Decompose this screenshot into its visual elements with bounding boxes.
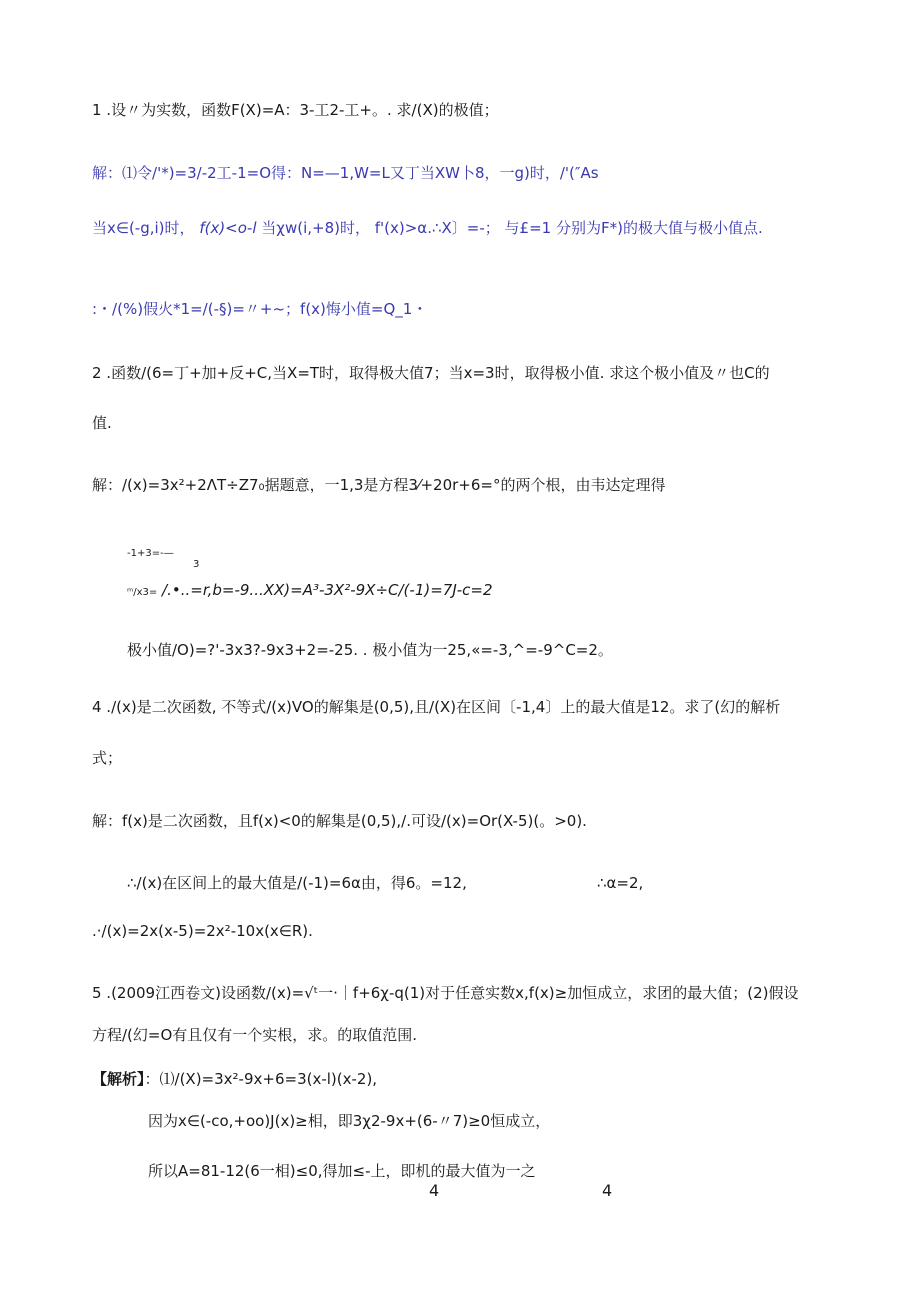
q5-solution-line2: 因为x∈(-co,+oo)J(x)≥相，即3χ2-9x+(6-〃7)≥0恒成立， [148, 1112, 551, 1130]
q4-solution-line2a: ∴/(x)在区间上的最大值是/(-1)=6α由，得6。=12, [127, 874, 467, 892]
q5-solution-line3: 所以A=81-12(6一相)≤0,得加≤-上，即机的最大值为一之 [148, 1162, 536, 1180]
q2-fraction-top: -1+3=-— [127, 548, 174, 559]
q1-solution-line3: :・/(%)假火*1=/(-§)=〃+~；f(x)悔小值=Q_1・ [92, 300, 428, 318]
q1-sol2-d: f'(x)>α.∴X〕=-； [374, 219, 500, 237]
q2-solution-line3: 极小值/O)=?'-3x3?-9x3+2=-25. . 极小值为一25,«=-3,^=-9^C=2。 [127, 641, 613, 659]
q2-question-b: 值. [92, 414, 112, 432]
q1-sol-prefix: 解： [92, 164, 123, 182]
q2-solution-line1: 解：/(x)=3x²+2ΛT÷Z7₀据题意，一1,3是方程3⁄+20r+6=°的两个根，由韦达定理得 [92, 476, 666, 494]
q5-sol1-text: ：⑴/(X)=3x²-9x+6=3(x-l)(x-2), [144, 1070, 378, 1088]
q4-question-b: 式； [92, 749, 123, 767]
q4-solution-line1: 解：f(x)是二次函数，且f(x)<0的解集是(0,5),/.可设/(x)=Or(X-5)(。>0). [92, 812, 587, 830]
q5-fraction-denominator-left: 4 [429, 1181, 440, 1200]
q4-solution-line2b: ∴α=2, [597, 874, 644, 892]
q2-fraction-left: ᵐ/x3= [127, 587, 158, 598]
q2-fraction-three: 3 [193, 559, 200, 570]
q5-solution-line1 [92, 1069, 377, 1089]
q2-fraction-line [127, 580, 493, 600]
q1-sol2-b: f(x)<o-l [199, 219, 257, 237]
q1-sol-text: ⑴令/'*)=3/-2工-1=O得：N=—1,W=L又丁当XW卜8，一g)时，/'(″As [122, 164, 599, 182]
q4-question-a: 4 ./(x)是二次函数, 不等式/(x)VO的解集是(0,5),且/(X)在区间〔-1,4〕上的最大值是12。求了(幻的解析 [92, 698, 781, 716]
q5-question-b: 方程/(幻=O有且仅有一个实根，求。的取值范围. [92, 1026, 418, 1044]
q1-question: 1 .设〃为实数，函数F(X)=A：3-工2-工+。. 求/(X)的极值； [92, 101, 499, 119]
q1-solution-line2 [92, 218, 763, 238]
q4-solution-line3: .·/(x)=2x(x-5)=2x²-10x(x∈R). [92, 922, 313, 940]
q1-sol2-e: 与£=1 [504, 219, 552, 237]
q1-solution-line1 [92, 163, 599, 183]
q1-sol2-f: 分别为F*)的极大值与极小值点. [555, 219, 763, 237]
q1-sol2-c: 当χw(i,+8)时， [261, 219, 370, 237]
q1-sol2-a: 当x∈(-g,i)时， [92, 219, 195, 237]
q5-fraction-denominator-right: 4 [602, 1181, 613, 1200]
q2-question-a: 2 .函数/(6=丁+加+反+C,当X=T时，取得极大值7；当x=3时，取得极小值. 求这个极小值及〃也C的 [92, 364, 770, 382]
q5-question-a: 5 .(2009江西卷文)设函数/(x)=√ᵗ一·｜f+6χ-q(1)对于任意实数x,f(x)≥加恒成立，求团的最大值；(2)假设 [92, 984, 799, 1002]
q5-analysis-label: 【解析】 [92, 1070, 145, 1088]
q2-fraction-rest: /.•..=r,b=-9...XX)=A³-3X²-9X÷C/(-1)=7J-c=2 [162, 581, 493, 599]
